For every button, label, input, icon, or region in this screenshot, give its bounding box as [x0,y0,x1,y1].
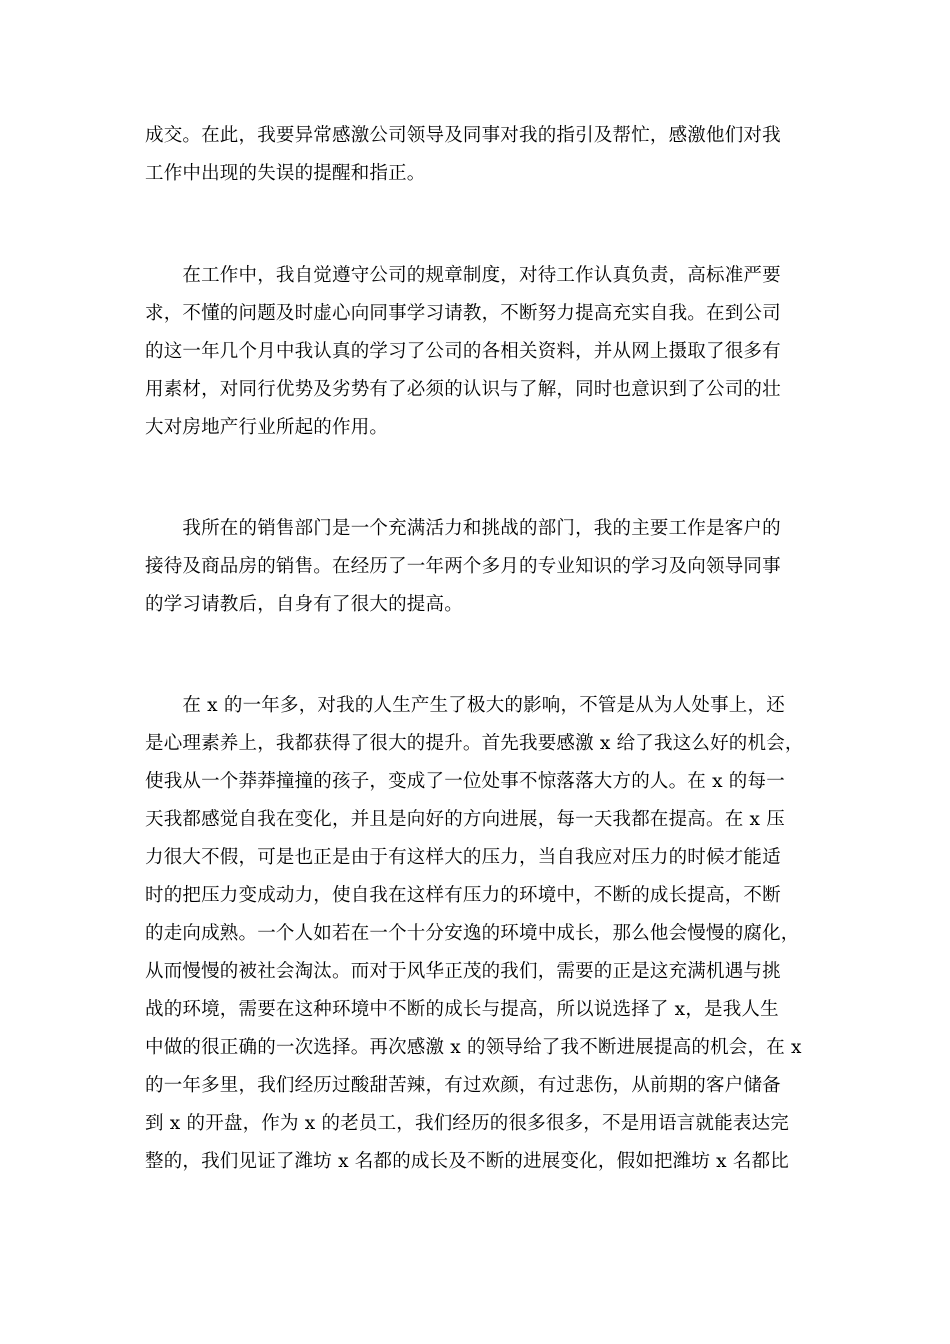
text-line: 使我从一个莽莽撞撞的孩子，变成了一位处事不惊落落大方的人。在 x 的每一 [145,771,785,792]
text-line: 是心理素养上，我都获得了很大的提升。首先我要感激 x 给了我这么好的机会， [145,733,804,754]
paragraph-4 [145,687,815,1181]
text-line: 的学习请教后，自身有了很大的提高。 [145,594,463,615]
text-line: 的走向成熟。一个人如若在一个十分安逸的环境中成长，那么他会慢慢的腐化， [145,923,800,944]
text-line: 用素材，对同行优势及劣势有了必须的认识与了解，同时也意识到了公司的壮 [145,379,781,400]
paragraph-1 [145,117,815,193]
text-line: 天我都感觉自我在变化，并且是向好的方向进展，每一天我都在提高。在 x 压 [145,809,785,830]
text-line: 战的环境，需要在这种环境中不断的成长与提高，所以说选择了 x，是我人生 [145,999,779,1020]
text-line: 中做的很正确的一次选择。再次感激 x 的领导给了我不断进展提高的机会，在 x [145,1037,802,1058]
text-line: 接待及商品房的销售。在经历了一年两个多月的专业知识的学习及向领导同事 [145,556,781,577]
text-line: 在 x 的一年多，对我的人生产生了极大的影响，不管是从为人处事上，还 [145,695,785,716]
text-line: 的这一年几个月中我认真的学习了公司的各相关资料，并从网上摄取了很多有 [145,341,781,362]
text-line: 大对房地产行业所起的作用。 [145,417,389,438]
text-line: 整的，我们见证了潍坊 x 名都的成长及不断的进展变化，假如把潍坊 x 名都比 [145,1151,789,1172]
text-line: 成交。在此，我要异常感激公司领导及同事对我的指引及帮忙，感激他们对我 [145,125,781,146]
text-line: 到 x 的开盘，作为 x 的老员工，我们经历的很多很多，不是用语言就能表达完 [145,1113,789,1134]
text-line: 的一年多里，我们经历过酸甜苦辣，有过欢颜，有过悲伤，从前期的客户储备 [145,1075,781,1096]
text-line: 时的把压力变成动力，使自我在这样有压力的环境中，不断的成长提高，不断 [145,885,781,906]
text-line: 求，不懂的问题及时虚心向同事学习请教，不断努力提高充实自我。在到公司 [145,303,781,324]
text-line: 力很大不假，可是也正是由于有这样大的压力，当自我应对压力的时候才能适 [145,847,781,868]
text-line: 工作中出现的失误的提醒和指正。 [145,163,426,184]
paragraph-3 [145,510,815,624]
text-line: 我所在的销售部门是一个充满活力和挑战的部门，我的主要工作是客户的 [145,518,781,539]
text-line: 从而慢慢的被社会淘汰。而对于风华正茂的我们，需要的正是这充满机遇与挑 [145,961,781,982]
text-line: 在工作中，我自觉遵守公司的规章制度，对待工作认真负责，高标准严要 [145,265,781,286]
paragraph-2 [145,257,815,447]
